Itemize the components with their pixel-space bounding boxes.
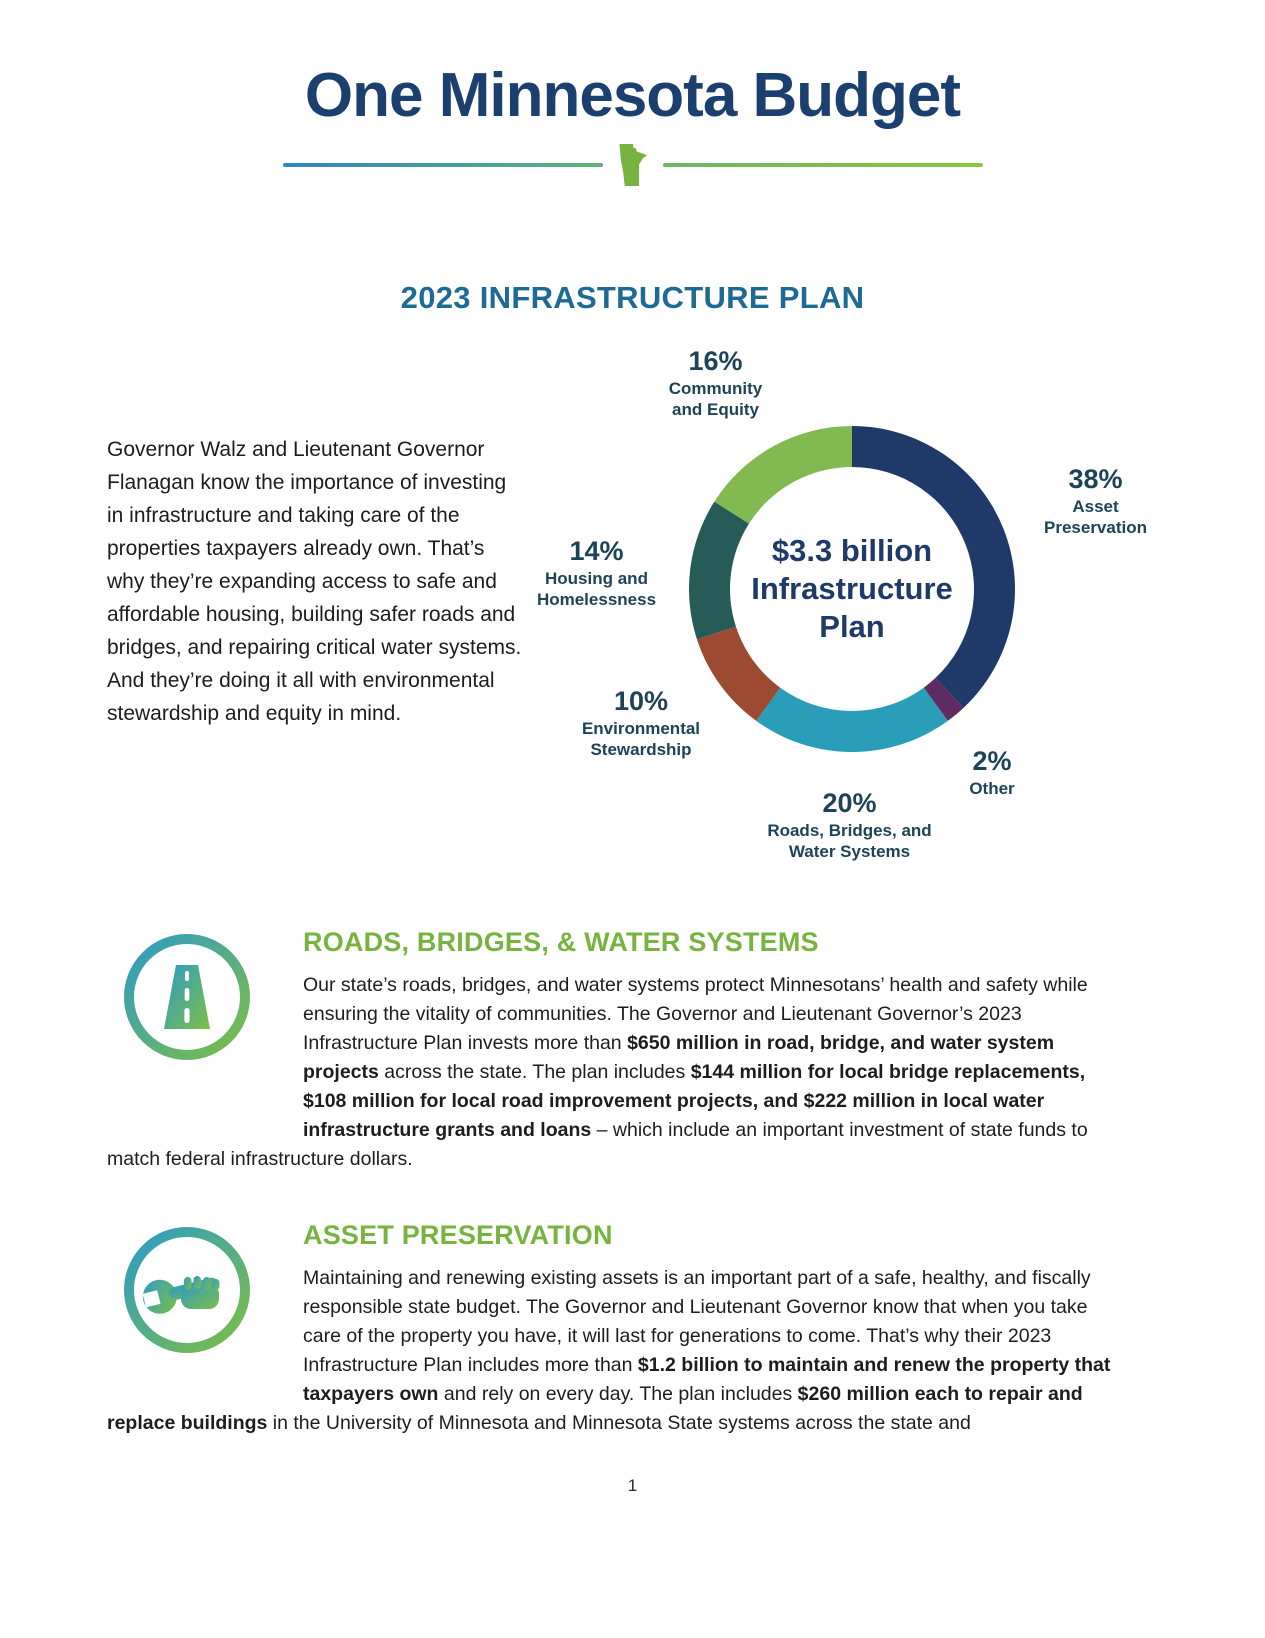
section-heading-asset: ASSET PRESERVATION [303,1220,613,1251]
chart-percent-environmental-stewardship: 10% [613,686,669,717]
divider-line-left [283,163,603,167]
road-icon [121,931,253,1063]
section-roads-bridges-water [0,923,1265,1174]
chart-percent-housing-and-homelessness: 14% [569,536,624,567]
chart-label-housing-and-homelessness [509,536,684,610]
chart-label-line: and Equity [672,399,759,419]
emphasis-text: $260 million each to repair and replace buildings [107,1383,1083,1435]
body-text: Maintaining and renewing existing assets is an important part of a safe, healthy, and fiscally responsible state budget. The Governor and Lieutenant Governor know that when you take care of the property you have, it will last for generations to come. That’s why their 2023 Infrastructure Plan includes more than [303,1267,1091,1377]
page-title: 2023 INFRASTRUCTURE PLAN [400,280,865,316]
header [0,0,1265,192]
donut-segment-asset-preservation [852,426,1015,708]
chart-label-community-and-equity [628,346,803,420]
emphasis-text: $650 million in road, bridge, and water system projects [303,1032,1055,1084]
minnesota-state-icon [615,141,651,189]
section-body-roads [107,971,1115,1174]
emphasis-text: $144 million for local bridge replacements, $108 million for local road improvement projects, and $222 million in local water infrastructure grants and loans [303,1061,1086,1142]
donut-segment-community-and-equity [714,426,852,524]
body-text: across the state. The plan includes [378,1061,691,1084]
chart-label-line: Environmental [581,719,701,739]
chart-center-amount: $3.3 billion [771,532,933,568]
section-asset-preservation [0,1216,1265,1438]
body-text: in the University of Minnesota and Minnesota State systems across the state and [267,1412,971,1435]
donut-chart [687,424,1017,754]
donut-segment-housing-and-homelessness [689,502,749,640]
divider-line-right [663,163,983,167]
body-text: Our state’s roads, bridges, and water systems protect Minnesotans’ health and safety while ensuring the vitality of communities. The Governor and Lieutenant Governor’s 2023 Infrastructure Plan invests more than [303,974,1088,1055]
chart-label-line: Water Systems [788,841,911,861]
donut-segment-roads-bridges-and-water-systems [756,688,948,752]
chart-percent-other: 2% [972,746,1012,777]
chart-label-line: Stewardship [590,739,692,759]
chart-label-environmental-stewardship [551,686,731,760]
chart-percent-roads-bridges-and-water-systems: 20% [822,788,877,819]
page-number: 1 [627,1476,638,1495]
chart-label-line: Roads, Bridges, and [767,821,932,841]
chart-center-line3: Plan [819,609,885,645]
chart-label-line: Community [668,379,763,399]
donut-chart-area [527,346,1265,881]
body-text: and rely on every day. The plan includes [438,1383,798,1406]
chart-label-line: Asset [1072,497,1119,517]
chart-label-line: Homelessness [536,589,657,609]
intro-paragraph: Governor Walz and Lieutenant Governor Flanagan know the importance of investing in infrastructure and taking care of the properties taxpayers already own. That’s why they’re expanding access to safe and affordable housing, building safer roads and bridges, and repairing critical water systems. And they’re doing it all with environmental stewardship and equity in mind. [107,438,522,726]
wrench-icon [121,1224,253,1356]
chart-label-line: Preservation [1044,517,1147,537]
logo-text: One Minnesota Budget [304,61,961,130]
section-heading-roads: ROADS, BRIDGES, & WATER SYSTEMS [303,927,819,958]
section-body-asset [107,1264,1115,1438]
chart-label-roads-bridges-and-water-systems [737,788,962,862]
chart-percent-asset-preservation: 38% [1068,464,1123,495]
chart-label-line: Other [969,779,1015,799]
chart-percent-community-and-equity: 16% [688,346,743,377]
chart-label-line: Housing and [545,569,648,589]
intro-and-chart-row [0,346,1265,881]
emphasis-text: $1.2 billion to maintain and renew the property that taxpayers own [303,1354,1111,1406]
header-divider [283,138,983,192]
body-text: – which include an important investment of state funds to match federal infrastructure dollars. [107,1119,1088,1171]
chart-label-asset-preservation [1008,464,1183,538]
chart-center-line2: Infrastructure [751,570,953,606]
